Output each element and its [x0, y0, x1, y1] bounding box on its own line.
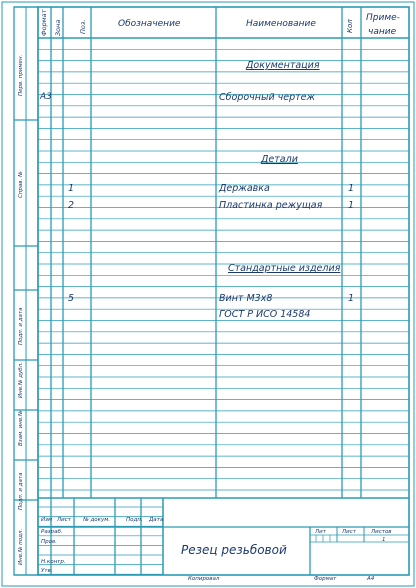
tb-list: Лист: [57, 517, 71, 523]
col-zone-header: Зона: [54, 19, 62, 36]
std1-name: Винт М3х8: [219, 293, 273, 304]
tb-n-control: Н.контр.: [41, 559, 66, 565]
tb-copied: Копировал: [188, 576, 220, 582]
col-note-header-2: чание: [368, 27, 397, 37]
tb-developed: Разраб.: [41, 529, 63, 535]
tb-doc-no: № докум.: [83, 517, 111, 523]
margin-sign-date-1: Подп. и дата: [18, 307, 24, 345]
part2-pos: 2: [68, 200, 75, 211]
tb-checked: Пров.: [41, 539, 57, 545]
col-pos-header: Поз.: [79, 19, 87, 34]
std1-pos: 5: [68, 293, 75, 304]
margin-first-use: Перв. примен.: [18, 54, 24, 96]
format-a3: А3: [40, 92, 52, 102]
col-qty-header: Кол: [346, 19, 354, 33]
tb-izm: Изм: [41, 517, 53, 523]
part2-name: Пластинка режущая: [219, 200, 323, 211]
margin-orig-inv: Инв.№ подл.: [18, 528, 24, 565]
col-format-header: Формат: [40, 9, 48, 36]
std1-name2: ГОСТ Р ИСО 14584: [219, 309, 311, 320]
col-designation-header: Обозначение: [118, 19, 181, 29]
std1-qty: 1: [348, 293, 355, 304]
part1-name: Державка: [219, 183, 270, 194]
col-name-header: Наименование: [246, 19, 316, 29]
tb-format-value: А4: [367, 576, 375, 582]
margin-replace-inv: Взам. инв.№: [18, 410, 24, 446]
part2-qty: 1: [348, 200, 355, 211]
part1-pos: 1: [68, 183, 75, 194]
tb-sign: Подп.: [126, 517, 143, 523]
margin-sign-date-2: Подп. и дата: [18, 472, 24, 510]
margin-dup-inv: Инв.№ дубл.: [18, 362, 24, 398]
tb-approved: Утв.: [41, 568, 53, 574]
assembly-drawing: Сборочный чертеж: [219, 92, 316, 103]
section-standard: Стандартные изделия: [228, 263, 341, 274]
col-note-header-1: Приме-: [366, 13, 400, 23]
tb-sheet-label: Лист: [342, 529, 356, 535]
tb-sheet-value: 1: [382, 537, 386, 543]
section-documentation: Документация: [246, 60, 320, 71]
tb-format-label: Формат: [314, 576, 337, 582]
tb-lit-label: Лит: [315, 529, 326, 535]
tb-sheets-label: Листов: [371, 529, 392, 535]
part1-qty: 1: [348, 183, 355, 194]
tb-title: Резец резьбовой: [181, 543, 287, 557]
section-parts: Детали: [261, 154, 298, 165]
tb-date: Дата: [149, 517, 164, 523]
margin-ref-no: Справ. №: [18, 171, 24, 198]
